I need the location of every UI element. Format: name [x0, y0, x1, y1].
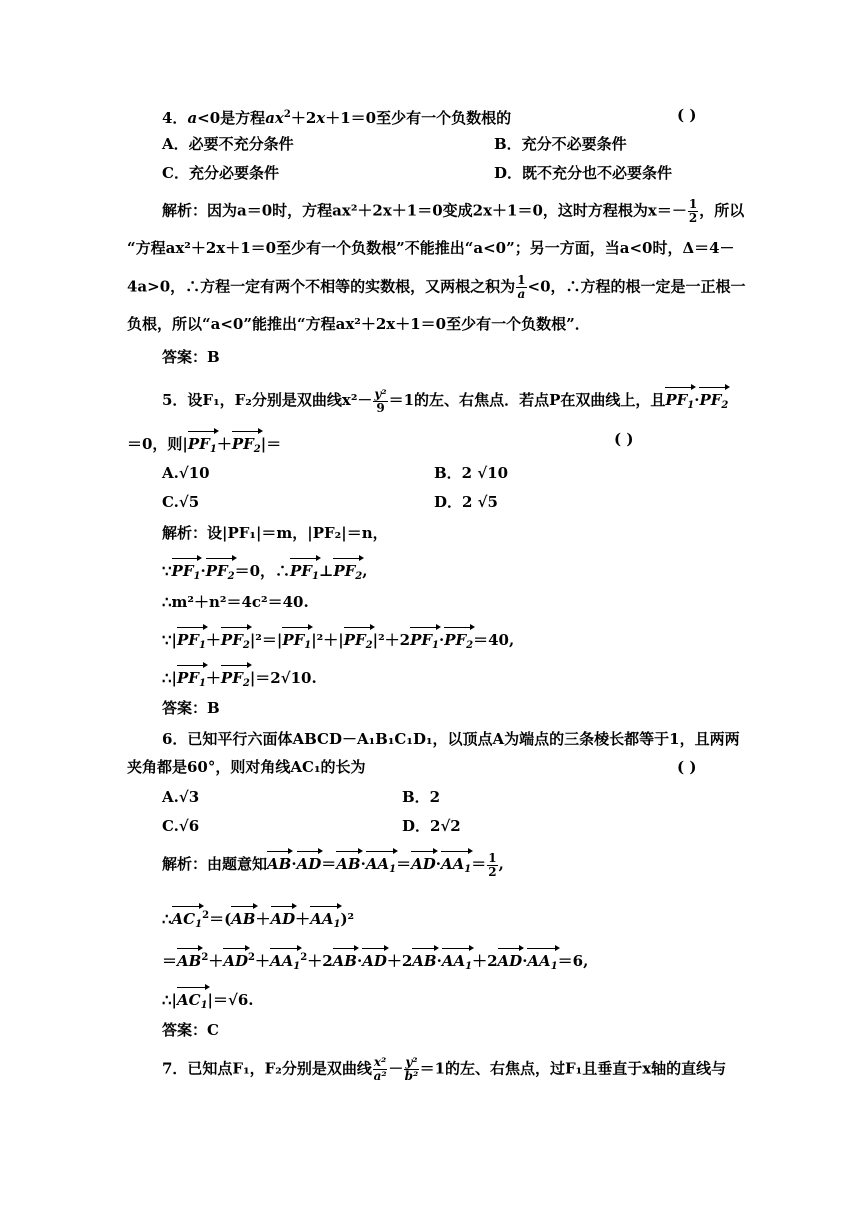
q6-option-a: A.√3 [162, 788, 200, 806]
q5-option-a: A.√10 [162, 464, 210, 482]
q6-option-d: D．2√2 [402, 817, 461, 835]
q5-option-d: D．2 √5 [434, 493, 498, 511]
q5-option-c: C.√5 [162, 493, 200, 511]
q4-option-a: A．必要不充分条件 [162, 135, 294, 153]
q5-paren: ( ) [614, 430, 634, 448]
q4-option-d: D．既不充分也不必要条件 [494, 164, 673, 182]
q5-option-b: B．2 √10 [434, 464, 509, 482]
q4-option-c: C．充分必要条件 [162, 164, 279, 182]
q6-paren: ( ) [677, 758, 697, 776]
q6-option-c: C.√6 [162, 817, 200, 835]
q4-paren: ( ) [677, 106, 697, 124]
q4-option-b: B．充分不必要条件 [494, 135, 627, 153]
q6-option-b: B．2 [402, 788, 441, 806]
